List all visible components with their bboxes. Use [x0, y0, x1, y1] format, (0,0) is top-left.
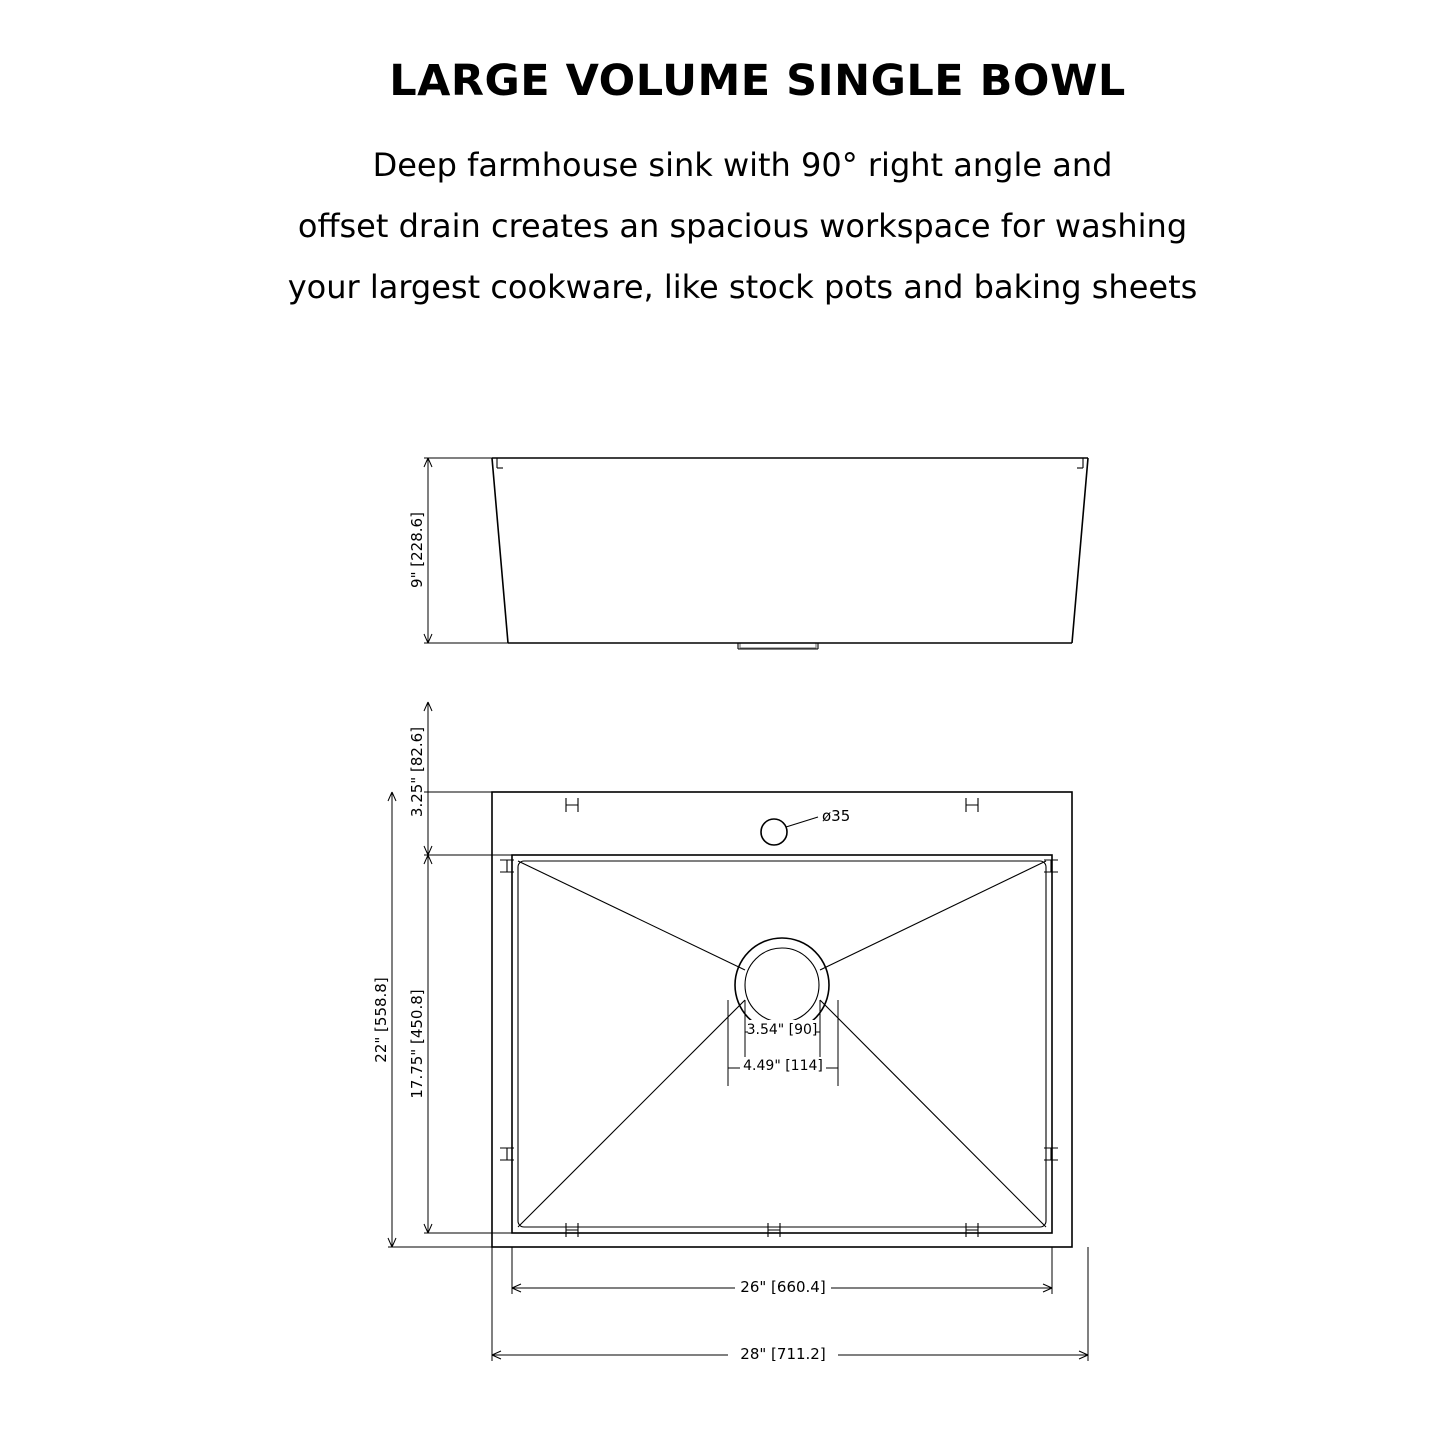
overall-width-dimension: [492, 1247, 1088, 1363]
bowl-depth-dimension-label: 17.75" [450.8]: [408, 989, 426, 1099]
page-subtitle: [0, 135, 1445, 317]
bowl-depth-dimension: [408, 855, 512, 1233]
side-view: [408, 458, 1088, 649]
bowl-width-dimension: [512, 1247, 1052, 1296]
overall-depth-dimension: [372, 792, 492, 1247]
page-title: LARGE VOLUME SINGLE BOWL: [389, 56, 1126, 106]
top-view: [372, 702, 1088, 1363]
side-depth-dimension-label: 9" [228.6]: [408, 512, 426, 588]
technical-drawing: [0, 400, 1445, 1445]
subtitle-line-2: offset drain creates an spacious workspace for washing: [297, 207, 1188, 246]
mounting-clips: [500, 798, 1058, 1237]
overall-width-dimension-label: 28" [711.2]: [740, 1345, 826, 1363]
overall-depth-dimension-label: 22" [558.8]: [372, 977, 390, 1063]
rim-offset-dimension-label: 3.25" [82.6]: [408, 726, 426, 818]
rim-offset-dimension: [408, 702, 512, 855]
bowl-width-dimension-label: 26" [660.4]: [740, 1278, 826, 1296]
header-block: [0, 0, 1445, 318]
faucet-hole-dimension-label: ø35: [822, 807, 851, 825]
drain-outer-dimension-label: 4.49" [114]: [743, 1058, 823, 1074]
drain-inner-dimension-label: 3.54" [90]: [746, 1022, 818, 1038]
drain-dimensions: [728, 1000, 838, 1086]
subtitle-line-1: Deep farmhouse sink with 90° right angle and: [372, 146, 1113, 185]
subtitle-line-3: your largest cookware, like stock pots and baking sheets: [287, 267, 1198, 306]
